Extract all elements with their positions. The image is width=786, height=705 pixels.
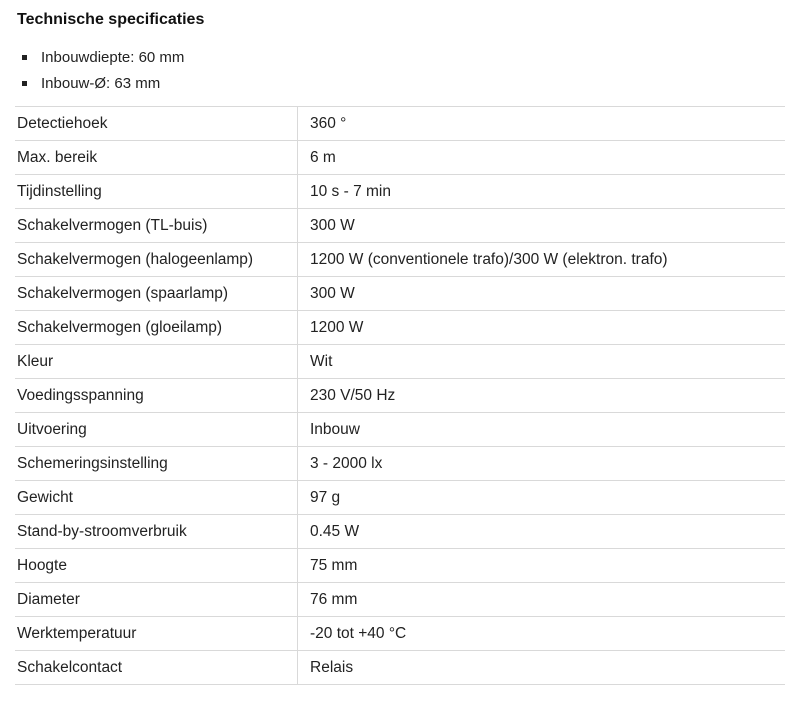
table-row bbox=[15, 583, 785, 617]
spec-value: 75 mm bbox=[298, 549, 786, 583]
spec-value: 97 g bbox=[298, 481, 786, 515]
spec-value: -20 tot +40 °C bbox=[298, 617, 786, 651]
table-row bbox=[15, 481, 785, 515]
spec-label: Voedingsspanning bbox=[15, 379, 298, 413]
table-row bbox=[15, 515, 785, 549]
spec-value: 1200 W bbox=[298, 311, 786, 345]
table-row bbox=[15, 379, 785, 413]
spec-value: 10 s - 7 min bbox=[298, 175, 786, 209]
list-item-text: Inbouwdiepte: 60 mm bbox=[41, 49, 185, 66]
spec-label: Schakelvermogen (halogeenlamp) bbox=[15, 243, 298, 277]
spec-value: Wit bbox=[298, 345, 786, 379]
spec-value: 6 m bbox=[298, 141, 786, 175]
spec-label: Tijdinstelling bbox=[15, 175, 298, 209]
spec-value: 300 W bbox=[298, 277, 786, 311]
spec-value: 76 mm bbox=[298, 583, 786, 617]
spec-label: Werktemperatuur bbox=[15, 617, 298, 651]
spec-label: Max. bereik bbox=[15, 141, 298, 175]
table-row bbox=[15, 651, 785, 685]
table-row bbox=[15, 277, 785, 311]
table-row bbox=[15, 617, 785, 651]
bullet-icon bbox=[22, 81, 27, 86]
table-row bbox=[15, 447, 785, 481]
table-row bbox=[15, 141, 785, 175]
spec-value: Relais bbox=[298, 651, 786, 685]
table-row bbox=[15, 549, 785, 583]
list-item bbox=[22, 74, 184, 100]
list-item-text: Inbouw-Ø: 63 mm bbox=[41, 75, 161, 92]
bullet-icon bbox=[22, 55, 27, 60]
spec-value: 0.45 W bbox=[298, 515, 786, 549]
spec-label: Schakelvermogen (TL-buis) bbox=[15, 209, 298, 243]
spec-value: 3 - 2000 lx bbox=[298, 447, 786, 481]
spec-label: Gewicht bbox=[15, 481, 298, 515]
spec-value: Inbouw bbox=[298, 413, 786, 447]
table-row bbox=[15, 345, 785, 379]
spec-table bbox=[15, 106, 785, 685]
spec-label: Schakelcontact bbox=[15, 651, 298, 685]
table-row bbox=[15, 243, 785, 277]
spec-label: Detectiehoek bbox=[15, 107, 298, 141]
spec-value: 360 ° bbox=[298, 107, 786, 141]
spec-label: Hoogte bbox=[15, 549, 298, 583]
section-title: Technische specificaties bbox=[17, 11, 205, 28]
list-item bbox=[22, 48, 184, 74]
spec-label: Uitvoering bbox=[15, 413, 298, 447]
spec-label: Kleur bbox=[15, 345, 298, 379]
table-row bbox=[15, 107, 785, 141]
spec-label: Stand-by-stroomverbruik bbox=[15, 515, 298, 549]
spec-value: 1200 W (conventionele trafo)/300 W (elektron. trafo) bbox=[298, 243, 786, 277]
spec-label: Schakelvermogen (spaarlamp) bbox=[15, 277, 298, 311]
feature-list bbox=[22, 48, 184, 100]
spec-value: 230 V/50 Hz bbox=[298, 379, 786, 413]
spec-value: 300 W bbox=[298, 209, 786, 243]
spec-label: Diameter bbox=[15, 583, 298, 617]
table-row bbox=[15, 175, 785, 209]
table-row bbox=[15, 209, 785, 243]
table-row bbox=[15, 311, 785, 345]
spec-label: Schemeringsinstelling bbox=[15, 447, 298, 481]
spec-label: Schakelvermogen (gloeilamp) bbox=[15, 311, 298, 345]
table-row bbox=[15, 413, 785, 447]
